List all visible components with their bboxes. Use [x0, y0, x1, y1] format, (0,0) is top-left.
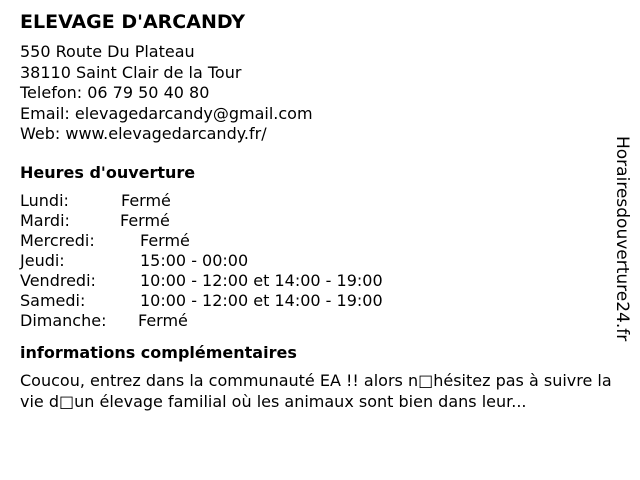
day-label: Dimanche:	[20, 310, 107, 330]
hours-row-mercredi	[20, 231, 620, 251]
web-line: Web: www.elevagedarcandy.fr/	[20, 124, 267, 143]
day-label: Vendredi:	[20, 270, 96, 290]
hours-row-dimanche	[20, 311, 620, 331]
business-name: ELEVAGE D'ARCANDY	[20, 11, 245, 33]
info-heading: informations complémentaires	[20, 342, 297, 362]
site-watermark: Horairesdouverture24.fr	[612, 136, 632, 342]
street-address: 550 Route Du Plateau	[20, 42, 195, 61]
phone-line: Telefon: 06 79 50 40 80	[20, 83, 210, 102]
hours-value: 15:00 - 00:00	[140, 250, 249, 270]
business-card	[20, 10, 620, 412]
hours-value: 10:00 - 12:00 et 14:00 - 19:00	[140, 270, 383, 290]
hours-row-vendredi	[20, 271, 620, 291]
hours-value: 10:00 - 12:00 et 14:00 - 19:00	[140, 290, 383, 310]
day-label: Mardi:	[20, 210, 70, 230]
hours-value: Fermé	[140, 230, 190, 250]
day-label: Samedi:	[20, 290, 86, 310]
hours-row-mardi	[20, 211, 620, 231]
hours-heading: Heures d'ouverture	[20, 162, 196, 182]
hours-row-lundi	[20, 191, 620, 211]
email-line: Email: elevagedarcandy@gmail.com	[20, 103, 313, 123]
hours-value: Fermé	[138, 310, 188, 330]
hours-row-jeudi	[20, 251, 620, 271]
postal-city: 38110 Saint Clair de la Tour	[20, 62, 242, 82]
contact-block	[20, 42, 620, 145]
hours-row-samedi	[20, 291, 620, 311]
hours-value: Fermé	[121, 190, 171, 210]
info-description: Coucou, entrez dans la communauté EA !! alors n□hésitez pas à suivre la vie d□un élevage familial où les animaux sont bien dans leur...	[20, 370, 612, 411]
day-label: Mercredi:	[20, 230, 95, 250]
hours-value: Fermé	[120, 210, 170, 230]
hours-table	[20, 191, 620, 331]
day-label: Jeudi:	[20, 250, 65, 270]
day-label: Lundi:	[20, 190, 69, 210]
